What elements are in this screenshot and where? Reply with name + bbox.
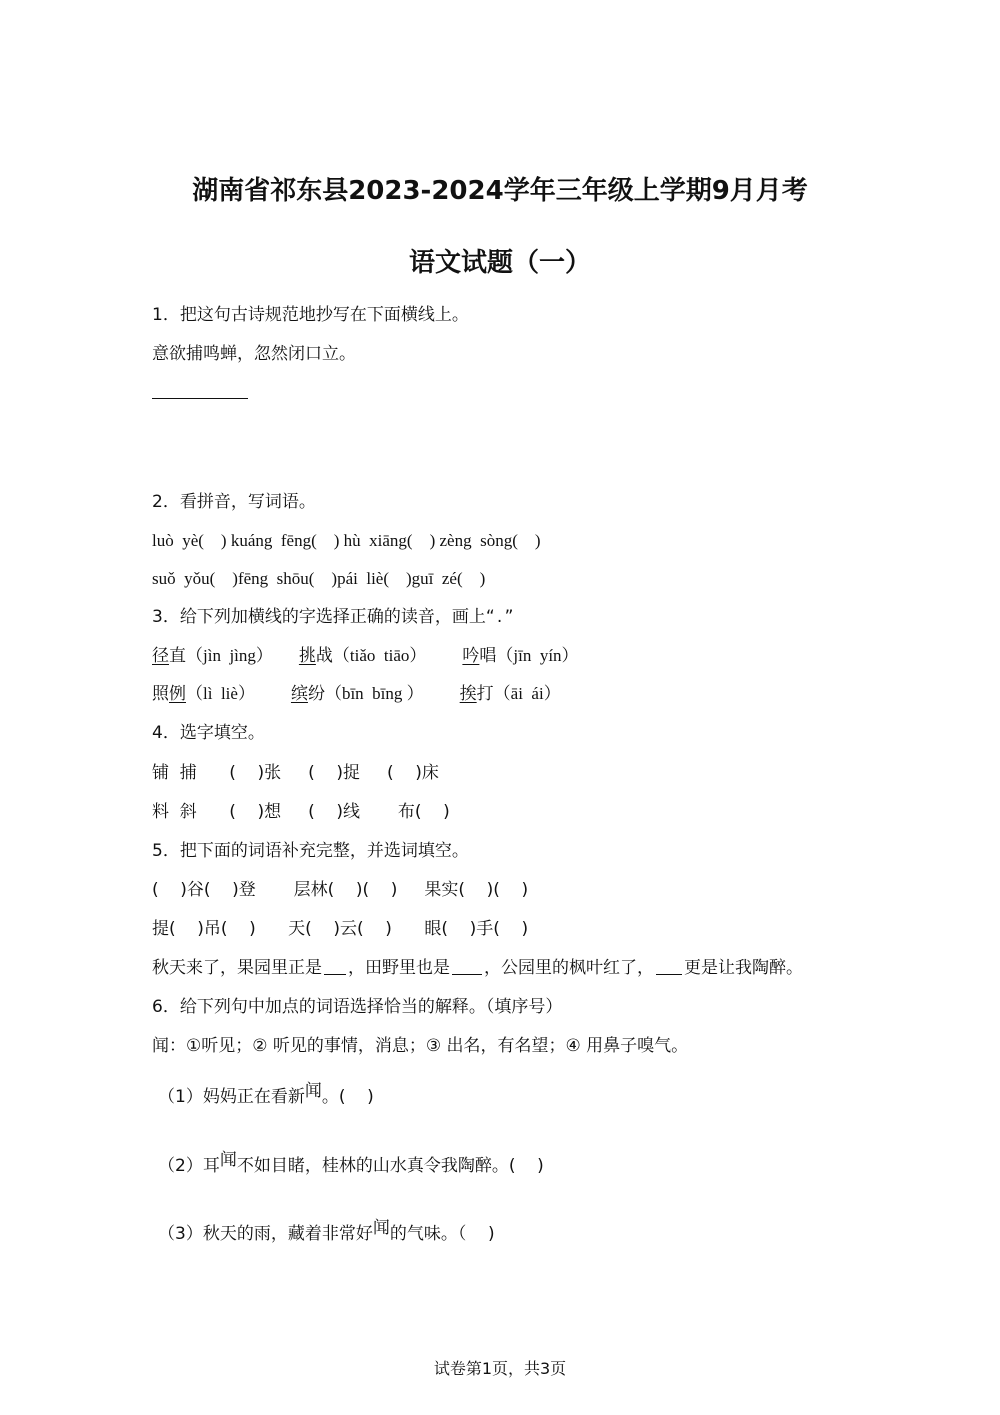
underlined-char: 缤 [290, 684, 308, 704]
dotted-word: 闻 [304, 1081, 322, 1101]
word-rest: 打 [476, 684, 494, 704]
word-rest: 唱 [479, 646, 497, 666]
answer-line[interactable] [152, 398, 248, 399]
question-1-poem: 意欲捕鸣蝉，忽然闭口立。 [152, 344, 356, 364]
underlined-char: 挨 [459, 684, 477, 704]
pinyin-row-1: luò yè( ) kuáng fēng( ) hù xiāng( ) zèng sòng( ) [152, 531, 541, 550]
pinyin-choice[interactable]: （tiǎo tiāo） [332, 646, 427, 665]
sentence-part: ，田野里也是 [348, 958, 450, 978]
dot-mark: . [496, 607, 503, 627]
pinyin-choice[interactable]: （jīn yín） [496, 646, 579, 665]
question-5-prompt: 5．把下面的词语补充完整，并选词填空。 [152, 841, 469, 861]
sentence-text: （2）耳 [158, 1156, 220, 1176]
underlined-char: 径 [152, 646, 169, 666]
word-prefix: 照 [152, 684, 169, 704]
question-6-prompt: 6．给下列句中加点的词语选择恰当的解释。（填序号） [152, 997, 563, 1017]
sentence-text: 。( ) [321, 1087, 374, 1107]
question-1-prompt: 1．把这句古诗规范地抄写在下面横线上。 [152, 305, 469, 325]
sentence-2 [158, 1150, 544, 1177]
blank[interactable] [656, 960, 682, 975]
pinyin-choice[interactable]: （āi ái） [493, 684, 561, 703]
sentence-part: 更是让我陶醉。 [684, 958, 803, 978]
question-3-prompt-text: 3．给下列加横线的字选择正确的读音，画上“ [152, 607, 495, 627]
page-subtitle: 语文试题（一） [408, 248, 591, 278]
question-3-row-1 [152, 645, 579, 667]
blank[interactable] [452, 960, 482, 975]
pinyin-choice[interactable]: （jìn jìng） [186, 646, 273, 665]
idiom-row-2: 提( )吊( ) 天( )云( ) 眼( )手( ) [152, 919, 529, 939]
sentence-text: （1）妈妈正在看新 [158, 1087, 305, 1107]
sentence-1 [158, 1081, 374, 1108]
underlined-char: 挑 [298, 646, 316, 666]
sentence-3 [158, 1218, 495, 1245]
idiom-row-1: ( )谷( )登 层林( )( ) 果实( )( ) [152, 880, 529, 900]
word-rest: 纷 [307, 684, 325, 704]
underlined-char: 例 [169, 684, 186, 704]
sentence-part: ，公园里的枫叶红了， [484, 958, 654, 978]
sentence-text: （3）秋天的雨，藏着非常好 [158, 1224, 373, 1244]
word-rest: 战 [315, 646, 333, 666]
page-footer: 试卷第1页，共3页 [433, 1359, 567, 1378]
question-4-prompt: 4．选字填空。 [152, 723, 265, 743]
dotted-word: 闻 [219, 1150, 237, 1170]
sentence-text: 的气味。（ ) [389, 1224, 495, 1244]
fill-row-2: 料 斜 ( )想 ( )线 布( ) [152, 802, 450, 822]
question-3-prompt [152, 606, 513, 628]
question-2-prompt: 2．看拼音，写词语。 [152, 492, 316, 512]
question-3-prompt-close: ” [504, 607, 514, 627]
sentence-text: 不如目睹，桂林的山水真令我陶醉。( ) [236, 1156, 544, 1176]
blank[interactable] [324, 960, 346, 975]
pinyin-choice[interactable]: （bīn bīng ） [324, 684, 424, 703]
pinyin-choice[interactable]: （lì liè） [186, 684, 255, 703]
sentence-part: 秋天来了，果园里正是 [152, 958, 322, 978]
word-rest: 直 [169, 646, 186, 666]
underlined-char: 吟 [462, 646, 480, 666]
pinyin-row-2: suǒ yǒu( )fēng shōu( )pái liè( )guī zé( ) [152, 569, 486, 588]
question-3-row-2 [152, 683, 561, 705]
fill-sentence [152, 957, 803, 979]
page-title: 湖南省祁东县2023-2024学年三年级上学期9月月考 [192, 176, 808, 206]
fill-row-1: 铺 捕 ( )张 ( )捉 ( )床 [152, 763, 439, 783]
definitions: 闻：①听见；② 听见的事情，消息；③ 出名，有名望；④ 用鼻子嗅气。 [152, 1036, 689, 1056]
dotted-word: 闻 [372, 1218, 390, 1238]
